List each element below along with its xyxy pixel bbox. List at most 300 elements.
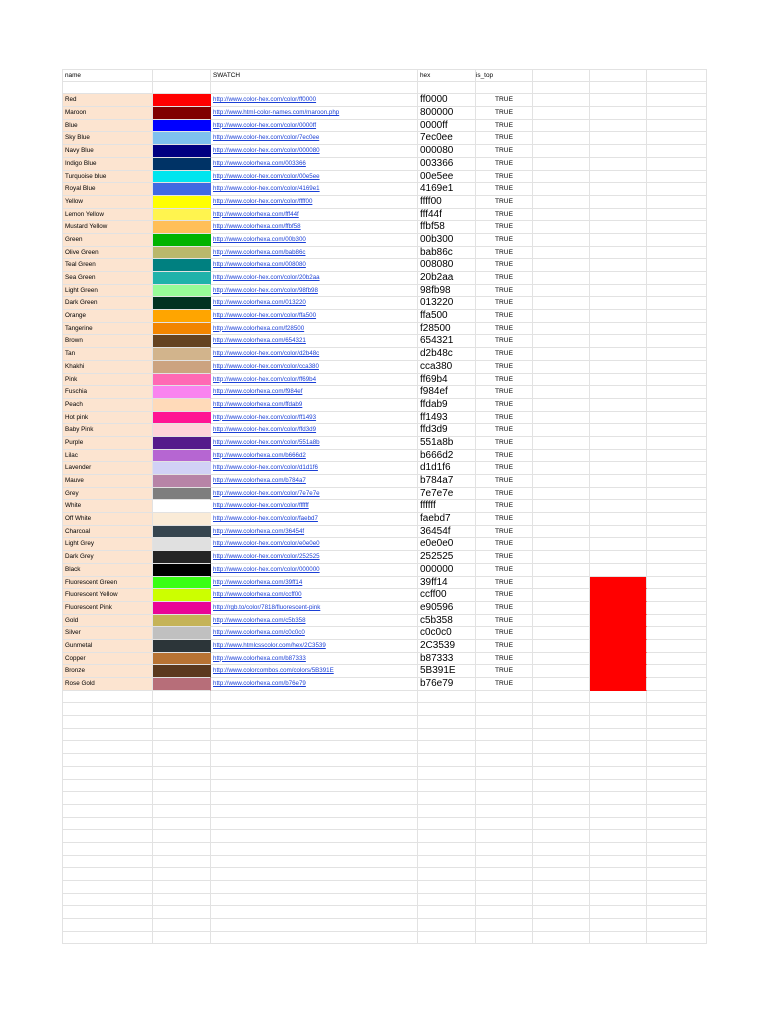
hex-cell[interactable]: f28500 <box>418 323 476 336</box>
empty-cell[interactable] <box>153 703 211 716</box>
hex-cell[interactable]: c0c0c0 <box>418 627 476 640</box>
empty-cell[interactable] <box>533 538 590 551</box>
empty-cell[interactable] <box>590 780 647 793</box>
empty-cell[interactable] <box>418 792 476 805</box>
empty-cell[interactable] <box>62 716 153 729</box>
swatch-link-cell[interactable] <box>211 259 418 272</box>
color-swatch-cell[interactable] <box>153 361 211 374</box>
color-name-cell[interactable]: Tangerine <box>62 323 153 336</box>
swatch-link-cell[interactable] <box>211 335 418 348</box>
is-top-cell[interactable]: TRUE <box>476 602 533 615</box>
color-name-cell[interactable]: Peach <box>62 399 153 412</box>
is-top-cell[interactable]: TRUE <box>476 424 533 437</box>
empty-cell[interactable] <box>153 767 211 780</box>
color-swatch-cell[interactable] <box>153 171 211 184</box>
highlight-cell[interactable] <box>590 386 647 399</box>
color-swatch-cell[interactable] <box>153 665 211 678</box>
empty-cell[interactable] <box>62 82 153 95</box>
swatch-link[interactable]: http://www.color-hex.com/color/d1d1f6 <box>213 464 318 472</box>
is-top-cell[interactable]: TRUE <box>476 615 533 628</box>
empty-cell[interactable] <box>476 741 533 754</box>
empty-cell[interactable] <box>533 374 590 387</box>
color-swatch-cell[interactable] <box>153 450 211 463</box>
is-top-cell[interactable]: TRUE <box>476 386 533 399</box>
color-name-cell[interactable]: Gold <box>62 615 153 628</box>
empty-cell[interactable] <box>533 780 590 793</box>
highlight-cell[interactable] <box>590 183 647 196</box>
empty-cell[interactable] <box>533 209 590 222</box>
empty-cell[interactable] <box>153 881 211 894</box>
empty-cell[interactable] <box>590 818 647 831</box>
swatch-link[interactable]: http://www.color-hex.com/color/000080 <box>213 147 320 155</box>
empty-cell[interactable] <box>418 780 476 793</box>
color-swatch-cell[interactable] <box>153 437 211 450</box>
empty-cell[interactable] <box>533 221 590 234</box>
empty-cell[interactable] <box>590 919 647 932</box>
is-top-cell[interactable]: TRUE <box>476 678 533 691</box>
color-swatch-cell[interactable] <box>153 526 211 539</box>
empty-cell[interactable] <box>533 868 590 881</box>
empty-cell[interactable] <box>647 259 707 272</box>
highlight-cell[interactable] <box>590 678 647 691</box>
color-name-cell[interactable]: Fluorescent Yellow <box>62 589 153 602</box>
empty-cell[interactable] <box>418 754 476 767</box>
empty-cell[interactable] <box>647 564 707 577</box>
is-top-cell[interactable]: TRUE <box>476 665 533 678</box>
empty-cell[interactable] <box>153 729 211 742</box>
empty-cell[interactable] <box>533 551 590 564</box>
hex-cell[interactable]: bab86c <box>418 247 476 260</box>
empty-cell[interactable] <box>533 818 590 831</box>
empty-cell[interactable] <box>476 881 533 894</box>
color-name-cell[interactable]: Mauve <box>62 475 153 488</box>
empty-cell[interactable] <box>647 805 707 818</box>
color-swatch-cell[interactable] <box>153 424 211 437</box>
empty-cell[interactable] <box>533 640 590 653</box>
empty-cell[interactable] <box>647 640 707 653</box>
is-top-cell[interactable]: TRUE <box>476 500 533 513</box>
hex-cell[interactable]: faebd7 <box>418 513 476 526</box>
swatch-link[interactable]: http://www.colorhexa.com/f984ef <box>213 388 303 396</box>
highlight-cell[interactable] <box>590 247 647 260</box>
is-top-cell[interactable]: TRUE <box>476 488 533 501</box>
swatch-link-cell[interactable] <box>211 158 418 171</box>
color-swatch-cell[interactable] <box>153 564 211 577</box>
empty-cell[interactable] <box>647 424 707 437</box>
hex-cell[interactable]: b76e79 <box>418 678 476 691</box>
swatch-link-cell[interactable] <box>211 589 418 602</box>
empty-cell[interactable] <box>533 653 590 666</box>
swatch-link[interactable]: http://www.colorcombos.com/colors/5B391E <box>213 667 334 675</box>
highlight-cell[interactable] <box>590 513 647 526</box>
hex-cell[interactable]: 36454f <box>418 526 476 539</box>
empty-cell[interactable] <box>476 818 533 831</box>
color-swatch-cell[interactable] <box>153 94 211 107</box>
empty-cell[interactable] <box>62 894 153 907</box>
empty-cell[interactable] <box>590 843 647 856</box>
highlight-cell[interactable] <box>590 665 647 678</box>
swatch-link[interactable]: http://www.color-hex.com/color/000000 <box>213 565 320 573</box>
swatch-link[interactable]: http://rgb.to/color/7818/fluorescent-pink <box>213 603 321 611</box>
swatch-link-cell[interactable] <box>211 627 418 640</box>
swatch-link[interactable]: http://www.colorhexa.com/ffbf58 <box>213 223 301 231</box>
empty-cell[interactable] <box>647 729 707 742</box>
empty-cell[interactable] <box>647 868 707 881</box>
is-top-cell[interactable]: TRUE <box>476 412 533 425</box>
swatch-link[interactable]: http://www.colorhexa.com/ffdab9 <box>213 400 303 408</box>
empty-cell[interactable] <box>211 729 418 742</box>
color-swatch-cell[interactable] <box>153 577 211 590</box>
color-name-cell[interactable]: Maroon <box>62 107 153 120</box>
empty-cell[interactable] <box>533 272 590 285</box>
is-top-cell[interactable]: TRUE <box>476 640 533 653</box>
color-swatch-cell[interactable] <box>153 234 211 247</box>
empty-cell[interactable] <box>476 830 533 843</box>
color-name-cell[interactable]: Orange <box>62 310 153 323</box>
empty-cell[interactable] <box>211 906 418 919</box>
is-top-cell[interactable]: TRUE <box>476 374 533 387</box>
empty-cell[interactable] <box>647 183 707 196</box>
is-top-cell[interactable]: TRUE <box>476 475 533 488</box>
color-swatch-cell[interactable] <box>153 335 211 348</box>
color-swatch-cell[interactable] <box>153 209 211 222</box>
empty-cell[interactable] <box>647 462 707 475</box>
empty-cell[interactable] <box>533 450 590 463</box>
highlight-cell[interactable] <box>590 209 647 222</box>
highlight-cell[interactable] <box>590 538 647 551</box>
empty-cell[interactable] <box>533 386 590 399</box>
is-top-cell[interactable]: TRUE <box>476 627 533 640</box>
empty-cell[interactable] <box>533 247 590 260</box>
empty-cell[interactable] <box>418 868 476 881</box>
empty-cell[interactable] <box>418 729 476 742</box>
color-name-cell[interactable]: Brown <box>62 335 153 348</box>
highlight-cell[interactable] <box>590 627 647 640</box>
empty-cell[interactable] <box>647 94 707 107</box>
highlight-cell[interactable] <box>590 196 647 209</box>
swatch-link-cell[interactable] <box>211 450 418 463</box>
empty-cell[interactable] <box>533 145 590 158</box>
hex-cell[interactable]: c5b358 <box>418 615 476 628</box>
color-swatch-cell[interactable] <box>153 310 211 323</box>
hex-cell[interactable]: 800000 <box>418 107 476 120</box>
swatch-link-cell[interactable] <box>211 526 418 539</box>
color-name-cell[interactable]: Indigo Blue <box>62 158 153 171</box>
is-top-cell[interactable]: TRUE <box>476 259 533 272</box>
empty-cell[interactable] <box>647 894 707 907</box>
swatch-link-cell[interactable] <box>211 615 418 628</box>
highlight-cell[interactable] <box>590 145 647 158</box>
empty-cell[interactable] <box>153 932 211 945</box>
swatch-link[interactable]: http://www.colorhexa.com/013220 <box>213 299 306 307</box>
empty-cell[interactable] <box>647 412 707 425</box>
empty-cell[interactable] <box>647 716 707 729</box>
highlight-cell[interactable] <box>590 615 647 628</box>
swatch-link[interactable]: http://www.colorhexa.com/36454f <box>213 527 305 535</box>
swatch-link[interactable]: http://www.colorhexa.com/bab86c <box>213 248 306 256</box>
swatch-link-cell[interactable] <box>211 183 418 196</box>
empty-cell[interactable] <box>533 310 590 323</box>
empty-cell[interactable] <box>62 754 153 767</box>
color-name-cell[interactable]: Light Grey <box>62 538 153 551</box>
swatch-link-cell[interactable] <box>211 462 418 475</box>
empty-cell[interactable] <box>476 792 533 805</box>
color-swatch-cell[interactable] <box>153 285 211 298</box>
empty-cell[interactable] <box>476 805 533 818</box>
empty-cell[interactable] <box>211 691 418 704</box>
empty-cell[interactable] <box>62 830 153 843</box>
empty-cell[interactable] <box>590 703 647 716</box>
empty-cell[interactable] <box>418 805 476 818</box>
highlight-cell[interactable] <box>590 577 647 590</box>
color-name-cell[interactable]: Fluorescent Pink <box>62 602 153 615</box>
empty-cell[interactable] <box>590 716 647 729</box>
empty-cell[interactable] <box>153 716 211 729</box>
swatch-link[interactable]: http://www.colorhexa.com/b784a7 <box>213 477 306 484</box>
swatch-link-cell[interactable] <box>211 323 418 336</box>
empty-cell[interactable] <box>647 310 707 323</box>
highlight-cell[interactable] <box>590 551 647 564</box>
highlight-cell[interactable] <box>590 488 647 501</box>
empty-cell[interactable] <box>533 183 590 196</box>
empty-cell[interactable] <box>647 374 707 387</box>
empty-cell[interactable] <box>647 158 707 171</box>
empty-cell[interactable] <box>533 335 590 348</box>
swatch-link-cell[interactable] <box>211 145 418 158</box>
empty-cell[interactable] <box>590 868 647 881</box>
empty-cell[interactable] <box>647 906 707 919</box>
hex-cell[interactable]: b666d2 <box>418 450 476 463</box>
swatch-link[interactable]: http://www.color-hex.com/color/ff1493 <box>213 413 317 421</box>
empty-cell[interactable] <box>211 754 418 767</box>
empty-cell[interactable] <box>533 323 590 336</box>
color-swatch-cell[interactable] <box>153 488 211 501</box>
swatch-link-cell[interactable] <box>211 310 418 323</box>
hex-cell[interactable]: 4169e1 <box>418 183 476 196</box>
color-swatch-cell[interactable] <box>153 551 211 564</box>
empty-cell[interactable] <box>418 82 476 95</box>
swatch-link[interactable]: http://www.colorhexa.com/ccff00 <box>213 591 302 599</box>
empty-cell[interactable] <box>153 894 211 907</box>
swatch-link-cell[interactable] <box>211 412 418 425</box>
empty-cell[interactable] <box>533 678 590 691</box>
empty-cell[interactable] <box>533 805 590 818</box>
empty-cell[interactable] <box>211 792 418 805</box>
hex-cell[interactable]: ffffff <box>418 500 476 513</box>
highlight-cell[interactable] <box>590 462 647 475</box>
color-swatch-cell[interactable] <box>153 323 211 336</box>
empty-cell[interactable] <box>418 818 476 831</box>
swatch-link-cell[interactable] <box>211 399 418 412</box>
is-top-cell[interactable]: TRUE <box>476 285 533 298</box>
empty-cell[interactable] <box>211 741 418 754</box>
empty-cell[interactable] <box>418 919 476 932</box>
empty-cell[interactable] <box>590 729 647 742</box>
color-swatch-cell[interactable] <box>153 462 211 475</box>
empty-cell[interactable] <box>476 703 533 716</box>
empty-cell[interactable] <box>533 767 590 780</box>
empty-cell[interactable] <box>533 120 590 133</box>
empty-cell[interactable] <box>418 843 476 856</box>
swatch-link-cell[interactable] <box>211 653 418 666</box>
swatch-link-cell[interactable] <box>211 640 418 653</box>
hex-cell[interactable]: 7e7e7e <box>418 488 476 501</box>
empty-cell[interactable] <box>533 158 590 171</box>
empty-cell[interactable] <box>211 856 418 869</box>
swatch-link-cell[interactable] <box>211 386 418 399</box>
empty-cell[interactable] <box>533 107 590 120</box>
empty-cell[interactable] <box>647 881 707 894</box>
hex-cell[interactable]: ccff00 <box>418 589 476 602</box>
swatch-link-cell[interactable] <box>211 602 418 615</box>
empty-cell[interactable] <box>533 82 590 95</box>
swatch-link[interactable]: http://www.colorhexa.com/003366 <box>213 159 306 167</box>
hex-cell[interactable]: ffdab9 <box>418 399 476 412</box>
empty-cell[interactable] <box>647 919 707 932</box>
empty-cell[interactable] <box>476 754 533 767</box>
empty-cell[interactable] <box>533 259 590 272</box>
is-top-cell[interactable]: TRUE <box>476 551 533 564</box>
hex-cell[interactable]: f984ef <box>418 386 476 399</box>
header-is-top[interactable]: is_top <box>476 69 533 82</box>
swatch-link-cell[interactable] <box>211 348 418 361</box>
swatch-link-cell[interactable] <box>211 272 418 285</box>
is-top-cell[interactable]: TRUE <box>476 348 533 361</box>
swatch-link-cell[interactable] <box>211 209 418 222</box>
highlight-cell[interactable] <box>590 437 647 450</box>
highlight-cell[interactable] <box>590 602 647 615</box>
hex-cell[interactable]: 39ff14 <box>418 577 476 590</box>
empty-cell[interactable] <box>153 754 211 767</box>
swatch-link[interactable]: http://www.colorhexa.com/b76e79 <box>213 680 306 687</box>
color-name-cell[interactable]: Fuschia <box>62 386 153 399</box>
empty-cell[interactable] <box>590 881 647 894</box>
highlight-cell[interactable] <box>590 348 647 361</box>
color-swatch-cell[interactable] <box>153 183 211 196</box>
empty-cell[interactable] <box>533 412 590 425</box>
color-name-cell[interactable]: Navy Blue <box>62 145 153 158</box>
highlight-cell[interactable] <box>590 412 647 425</box>
empty-cell[interactable] <box>647 450 707 463</box>
color-swatch-cell[interactable] <box>153 247 211 260</box>
color-name-cell[interactable]: Yellow <box>62 196 153 209</box>
empty-cell[interactable] <box>533 919 590 932</box>
empty-cell[interactable] <box>647 247 707 260</box>
empty-cell[interactable] <box>476 868 533 881</box>
highlight-cell[interactable] <box>590 526 647 539</box>
color-swatch-cell[interactable] <box>153 272 211 285</box>
swatch-link[interactable]: http://www.color-hex.com/color/ff69b4 <box>213 375 317 383</box>
is-top-cell[interactable]: TRUE <box>476 310 533 323</box>
swatch-link-cell[interactable] <box>211 297 418 310</box>
empty-cell[interactable] <box>647 843 707 856</box>
highlight-cell[interactable] <box>590 171 647 184</box>
highlight-cell[interactable] <box>590 640 647 653</box>
empty-cell[interactable] <box>62 780 153 793</box>
color-swatch-cell[interactable] <box>153 500 211 513</box>
hex-cell[interactable]: 98fb98 <box>418 285 476 298</box>
empty-cell[interactable] <box>647 513 707 526</box>
swatch-link[interactable]: http://www.color-hex.com/color/20b2aa <box>213 274 320 281</box>
color-swatch-cell[interactable] <box>153 145 211 158</box>
empty-cell[interactable] <box>476 894 533 907</box>
color-swatch-cell[interactable] <box>153 196 211 209</box>
is-top-cell[interactable]: TRUE <box>476 323 533 336</box>
swatch-link[interactable]: http://www.color-hex.com/color/00e5ee <box>213 172 320 180</box>
swatch-link[interactable]: http://www.color-hex.com/color/0000ff <box>213 121 317 129</box>
empty-cell[interactable] <box>418 906 476 919</box>
is-top-cell[interactable]: TRUE <box>476 589 533 602</box>
swatch-link-cell[interactable] <box>211 488 418 501</box>
empty-cell[interactable] <box>647 526 707 539</box>
is-top-cell[interactable]: TRUE <box>476 653 533 666</box>
is-top-cell[interactable]: TRUE <box>476 234 533 247</box>
highlight-cell[interactable] <box>590 94 647 107</box>
empty-cell[interactable] <box>153 906 211 919</box>
swatch-link[interactable]: http://www.color-hex.com/color/e0e0e0 <box>213 540 320 548</box>
empty-cell[interactable] <box>647 792 707 805</box>
empty-cell[interactable] <box>418 932 476 945</box>
highlight-cell[interactable] <box>590 450 647 463</box>
color-name-cell[interactable]: Royal Blue <box>62 183 153 196</box>
hex-cell[interactable]: ff1493 <box>418 412 476 425</box>
color-name-cell[interactable]: Lavender <box>62 462 153 475</box>
color-name-cell[interactable]: Lilac <box>62 450 153 463</box>
hex-cell[interactable]: 0000ff <box>418 120 476 133</box>
swatch-link-cell[interactable] <box>211 361 418 374</box>
empty-cell[interactable] <box>153 82 211 95</box>
empty-cell[interactable] <box>590 741 647 754</box>
color-swatch-cell[interactable] <box>153 120 211 133</box>
color-name-cell[interactable]: Blue <box>62 120 153 133</box>
empty-cell[interactable] <box>533 488 590 501</box>
color-swatch-cell[interactable] <box>153 475 211 488</box>
empty-cell[interactable] <box>533 526 590 539</box>
empty-cell[interactable] <box>647 780 707 793</box>
hex-cell[interactable]: 654321 <box>418 335 476 348</box>
is-top-cell[interactable]: TRUE <box>476 437 533 450</box>
hex-cell[interactable]: 20b2aa <box>418 272 476 285</box>
empty-cell[interactable] <box>647 627 707 640</box>
swatch-link-cell[interactable] <box>211 665 418 678</box>
empty-cell[interactable] <box>533 234 590 247</box>
swatch-link[interactable]: http://www.colorhexa.com/b87333 <box>213 654 306 662</box>
hex-cell[interactable]: 551a8b <box>418 437 476 450</box>
empty-cell[interactable] <box>647 399 707 412</box>
swatch-link-cell[interactable] <box>211 285 418 298</box>
color-name-cell[interactable]: Mustard Yellow <box>62 221 153 234</box>
swatch-link[interactable]: http://www.color-hex.com/color/faebd7 <box>213 515 318 523</box>
color-name-cell[interactable]: Purple <box>62 437 153 450</box>
highlight-cell[interactable] <box>590 500 647 513</box>
highlight-cell[interactable] <box>590 361 647 374</box>
empty-cell[interactable] <box>647 297 707 310</box>
swatch-link[interactable]: http://www.colorhexa.com/f28500 <box>213 324 305 332</box>
empty-cell[interactable] <box>153 691 211 704</box>
empty-cell[interactable] <box>647 285 707 298</box>
color-name-cell[interactable]: Dark Grey <box>62 551 153 564</box>
hex-cell[interactable]: fff44f <box>418 209 476 222</box>
highlight-cell[interactable] <box>590 285 647 298</box>
empty-cell[interactable] <box>647 348 707 361</box>
highlight-cell[interactable] <box>590 120 647 133</box>
color-swatch-cell[interactable] <box>153 615 211 628</box>
empty-cell[interactable] <box>418 856 476 869</box>
empty-cell[interactable] <box>418 830 476 843</box>
empty-cell[interactable] <box>476 919 533 932</box>
empty-cell[interactable] <box>533 615 590 628</box>
swatch-link-cell[interactable] <box>211 94 418 107</box>
